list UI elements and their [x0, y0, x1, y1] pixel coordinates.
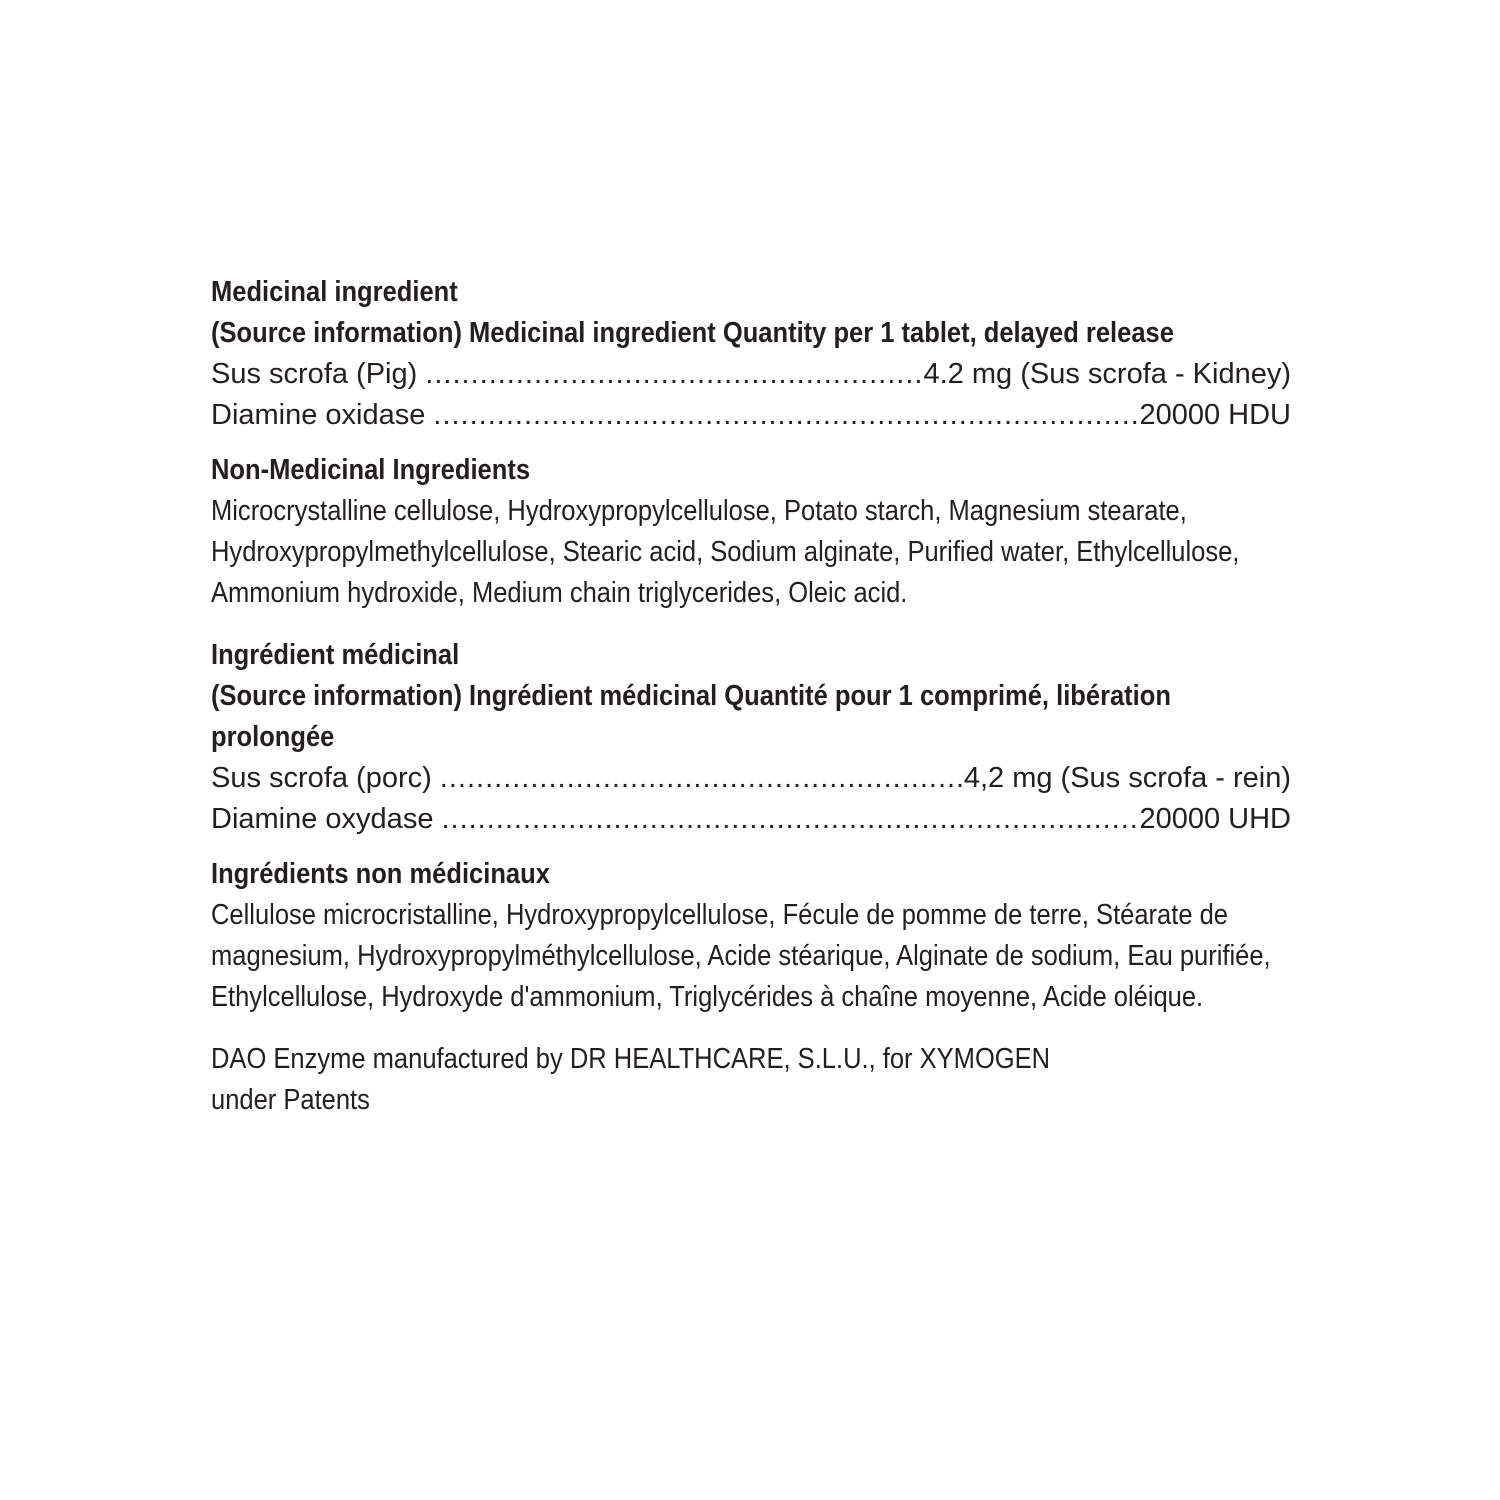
patents-line: under Patents — [211, 1084, 370, 1116]
manufacturer-line: DAO Enzyme manufactured by DR HEALTHCARE, S.L.U., for XYMOGEN — [211, 1043, 1051, 1075]
dot-leader — [440, 758, 962, 799]
ingredient-row-quantity: 20000 UHD — [1139, 803, 1291, 835]
ingredient-row-quantity: 20000 HDU — [1139, 399, 1291, 431]
ingredient-row-label: Diamine oxydase — [211, 803, 434, 835]
medicinal-ingredient-subtitle-en: (Source information) Medicinal ingredient Quantity per 1 tablet, delayed release — [211, 317, 1174, 349]
medicinal-ingredient-title-en: Medicinal ingredient — [211, 276, 458, 308]
ingredient-row-en-1 — [211, 354, 1291, 395]
ingredient-row-quantity: 4.2 mg (Sus scrofa - Kidney) — [923, 358, 1291, 390]
dot-leader — [425, 354, 921, 395]
non-medicinal-text-fr: Cellulose microcristalline, Hydroxypropylcellulose, Fécule de pomme de terre, Stéarate de magnesium, Hydroxypropylméthylcellulose, Acide stéarique, Alginate de sodium, Eau purifiée, Ethylcellulose, Hydroxyde d'ammonium, Triglycérides à chaîne moyenne, Acide oléique. — [211, 899, 1271, 1013]
non-medicinal-title-en: Non-Medicinal Ingredients — [211, 454, 531, 486]
ingredient-row-quantity: 4,2 mg (Sus scrofa - rein) — [963, 762, 1291, 794]
non-medicinal-title-fr: Ingrédients non médicinaux — [211, 858, 550, 890]
ingredient-row-label: Diamine oxidase — [211, 399, 426, 431]
medicinal-ingredient-title-fr: Ingrédient médicinal — [211, 639, 460, 671]
medicinal-ingredient-subtitle-fr: (Source information) Ingrédient médicinal Quantité pour 1 comprimé, libération prolongée — [211, 680, 1171, 753]
ingredient-row-fr-2 — [211, 799, 1291, 840]
ingredient-row-label: Sus scrofa (Pig) — [211, 358, 418, 390]
dot-leader — [433, 395, 1137, 436]
ingredient-row-label: Sus scrofa (porc) — [211, 762, 432, 794]
dot-leader — [441, 799, 1137, 840]
ingredient-row-en-2 — [211, 395, 1291, 436]
non-medicinal-text-en: Microcrystalline cellulose, Hydroxypropylcellulose, Potato starch, Magnesium stearate, Hydroxypropylmethylcellulose, Stearic acid, Sodium alginate, Purified water, Ethylcellulose, Ammonium hydroxide, Medium chain triglycerides, Oleic acid. — [211, 495, 1240, 609]
ingredient-label-panel — [211, 272, 1291, 1121]
ingredient-row-fr-1 — [211, 758, 1291, 799]
